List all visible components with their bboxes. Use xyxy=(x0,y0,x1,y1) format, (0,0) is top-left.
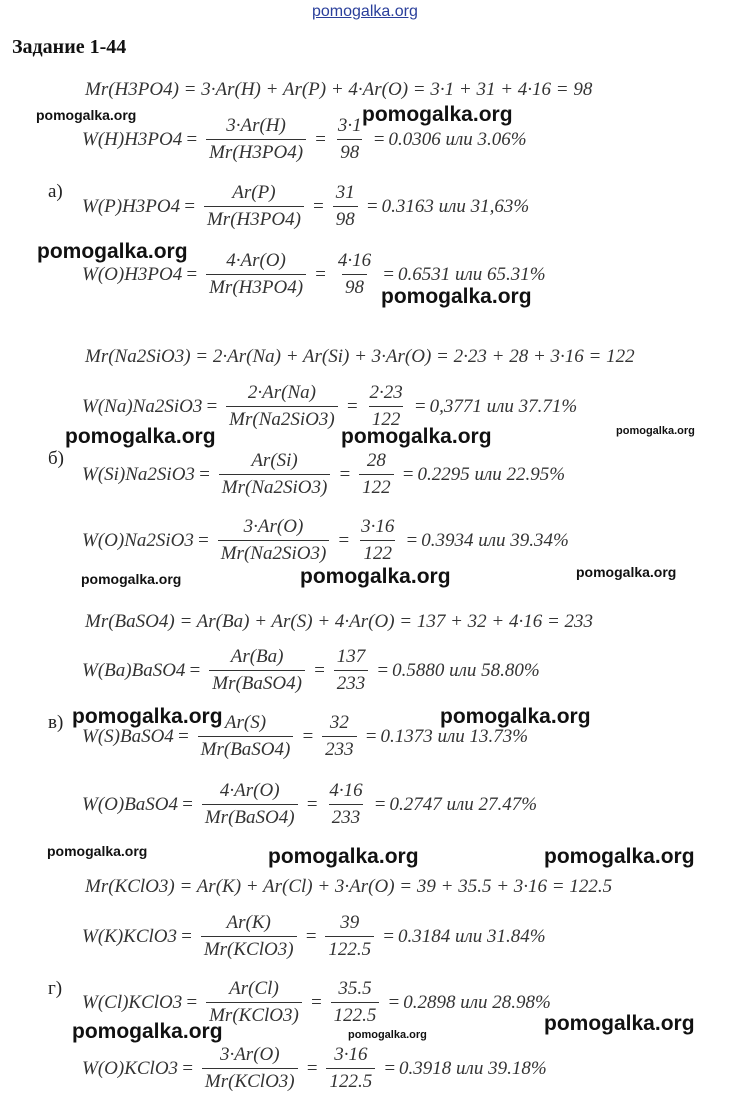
computed-fraction xyxy=(335,115,365,164)
watermark: pomogalka.org xyxy=(268,845,419,868)
w-cl-formula: W(Cl)KClO3 = $\frac{Ar(Cl)}{\text{Mr(KClO3)}}$ = $\frac{35.5}{122.5}$ = 0.2898 или 28.98% xyxy=(82,978,551,1026)
computed-denominator: 233 xyxy=(334,670,369,695)
fraction-numerator: Ar(Ba) xyxy=(230,646,284,667)
fraction-denominator: Mr(Na2SiO3) xyxy=(218,540,330,565)
formula-result: 0.3934 или 39.34% xyxy=(421,529,569,551)
formula-lhs: W(S)BaSO4 xyxy=(82,725,174,747)
mr-na2sio3-equation: Mr(Na2SiO3) = 2·Ar(Na) + Ar(Si) + 3·Ar(O) = 2·23 + 28 + 3·16 = 122 xyxy=(85,346,635,367)
w-o-baso4-formula: W(O)BaSO4 = $\frac{4\cdot Ar(O)}{\text{Mr(BaSO4)}}$ = $\frac{4\cdot 16}{233}$ = 0.2747 или 27.47% xyxy=(82,780,538,828)
fraction-numerator: 3·Ar(H) xyxy=(226,115,286,136)
fraction-numerator: Ar(K) xyxy=(226,912,271,933)
computed-fraction xyxy=(322,712,357,761)
computed-fraction xyxy=(334,646,369,695)
computed-denominator: 122 xyxy=(369,406,404,431)
computed-fraction xyxy=(335,250,374,299)
formula-result: 0.2747 или 27.47% xyxy=(389,793,538,815)
formula-lhs: W(P)H3PO4 xyxy=(82,195,181,217)
formula-lhs: W(Ba)BaSO4 xyxy=(82,659,186,681)
fraction-denominator: Mr(H3PO4) xyxy=(204,206,304,231)
computed-fraction xyxy=(326,780,365,829)
formula-result: 0,3771 или 37.71% xyxy=(429,395,578,417)
fraction-denominator: Mr(KClO3) xyxy=(202,1068,298,1093)
w-o-h3po4-formula: W(O)H3PO4 = $\frac{4\cdot Ar(O)}{Mr(H3PO4)}$ = $\frac{4\cdot 16}{98}$ = 0.6531 или 65.31% xyxy=(82,250,546,298)
w-s-formula: W(S)BaSO4 = $\frac{Ar(S)}{\text{Mr(BaSO4)}}$ = $\frac{32}{233}$ = 0.1373 или 13.73% xyxy=(82,712,529,760)
fraction-denominator: Mr(BaSO4) xyxy=(198,736,294,761)
fraction-denominator: Mr(KClO3) xyxy=(206,1002,302,1027)
fraction-numerator: Ar(Cl) xyxy=(229,978,279,999)
computed-numerator: 137 xyxy=(336,646,366,667)
formula-result: 0.5880 или 58.80% xyxy=(392,659,540,681)
fraction-numerator: Ar(Si) xyxy=(251,450,298,471)
watermark: pomogalka.org xyxy=(544,845,695,868)
w-na-formula: W(Na)Na2SiO3 = $\frac{2\cdot Ar(Na)}{\text{Mr(Na2SiO3)}}$ = $\frac{2\cdot 23}{122}$ = 0,3771 или 37.71% xyxy=(82,382,578,430)
computed-fraction xyxy=(359,450,394,499)
watermark: pomogalka.org xyxy=(72,705,223,728)
fraction-numerator: Ar(P) xyxy=(232,182,276,203)
watermark: pomogalka.org xyxy=(300,565,451,588)
computed-denominator: 233 xyxy=(322,736,357,761)
computed-numerator: 3·16 xyxy=(361,516,395,537)
formula-fraction xyxy=(218,516,330,565)
fraction-denominator: Mr(KClO3) xyxy=(201,936,297,961)
formula-result: 0.3184 или 31.84% xyxy=(397,925,546,947)
watermark: pomogalka.org xyxy=(576,564,677,580)
watermark: pomogalka.org xyxy=(37,240,188,263)
formula-result: 0.6531 или 65.31% xyxy=(397,263,546,285)
computed-numerator: 32 xyxy=(329,712,349,733)
computed-denominator: 122 xyxy=(360,540,395,565)
computed-denominator: 122.5 xyxy=(326,1068,375,1093)
formula-result: 0.2295 или 22.95% xyxy=(417,463,566,485)
formula-lhs: W(O)KClO3 xyxy=(82,1057,179,1079)
formula-result: 0.3163 или 31,63% xyxy=(381,195,530,217)
computed-fraction xyxy=(326,1044,375,1093)
watermark: pomogalka.org xyxy=(47,843,148,859)
formula-fraction xyxy=(206,115,306,164)
watermark: pomogalka.org xyxy=(544,1012,695,1035)
formula-lhs: W(Cl)KClO3 xyxy=(82,991,183,1013)
computed-numerator: 39 xyxy=(340,912,360,933)
section-label-b: б) xyxy=(48,448,64,469)
page-title: Задание 1-44 xyxy=(12,36,127,58)
fraction-numerator: 4·Ar(O) xyxy=(219,780,280,801)
computed-denominator: 233 xyxy=(329,804,364,829)
w-ba-formula: W(Ba)BaSO4 = $\frac{Ar(Ba)}{\text{Mr(BaSO4)}}$ = $\frac{137}{233}$ = 0.5880 или 58.80% xyxy=(82,646,540,694)
computed-numerator: 35.5 xyxy=(338,978,372,999)
watermark: pomogalka.org xyxy=(616,425,695,437)
formula-fraction xyxy=(202,1044,298,1093)
mr-kclo3-equation: Mr(KClO3) = Ar(K) + Ar(Cl) + 3·Ar(O) = 39 + 35.5 + 3·16 = 122.5 xyxy=(85,876,613,897)
computed-denominator: 122.5 xyxy=(325,936,374,961)
fraction-denominator: Mr(H3PO4) xyxy=(206,139,306,164)
formula-result: 0.2898 или 28.98% xyxy=(403,991,551,1013)
w-o-na2sio3-formula: W(O)Na2SiO3 = $\frac{3\cdot Ar(O)}{\text{Mr(Na2SiO3)}}$ = $\frac{3\cdot 16}{122}$ = 0.3934 или 39.34% xyxy=(82,516,569,564)
formula-lhs: W(Si)Na2SiO3 xyxy=(82,463,195,485)
formula-lhs: W(H)H3PO4 xyxy=(82,128,183,150)
fraction-denominator: Mr(BaSO4) xyxy=(209,670,305,695)
fraction-denominator: Mr(Na2SiO3) xyxy=(226,406,338,431)
computed-denominator: 122.5 xyxy=(331,1002,380,1027)
formula-result: 0.1373 или 13.73% xyxy=(380,725,529,747)
site-link[interactable]: pomogalka.org xyxy=(312,3,418,20)
computed-numerator: 31 xyxy=(335,182,355,203)
computed-numerator: 4·16 xyxy=(329,780,363,801)
formula-fraction xyxy=(226,382,338,431)
w-o-kclo3-formula: W(O)KClO3 = $\frac{3\cdot Ar(O)}{\text{Mr(KClO3)}}$ = $\frac{3\cdot 16}{122.5}$ = 0.3918 или 39.18% xyxy=(82,1044,547,1092)
fraction-denominator: Mr(H3PO4) xyxy=(206,274,306,299)
formula-result: 0.3918 или 39.18% xyxy=(399,1057,547,1079)
mr-h3po4-equation: Mr(H3PO4) = 3·Ar(H) + Ar(P) + 4·Ar(O) = 3·1 + 31 + 4·16 = 98 xyxy=(85,79,593,100)
computed-fraction xyxy=(333,182,358,231)
computed-numerator: 28 xyxy=(366,450,386,471)
fraction-denominator: Mr(Na2SiO3) xyxy=(219,474,331,499)
computed-numerator: 2·23 xyxy=(369,382,403,403)
watermark: pomogalka.org xyxy=(72,1020,223,1043)
mr-baso4-equation: Mr(BaSO4) = Ar(Ba) + Ar(S) + 4·Ar(O) = 137 + 32 + 4·16 = 233 xyxy=(85,611,594,632)
watermark: pomogalka.org xyxy=(65,425,216,448)
fraction-numerator: 3·Ar(O) xyxy=(243,516,304,537)
computed-numerator: 3·1 xyxy=(337,115,362,136)
computed-fraction xyxy=(358,516,397,565)
fraction-denominator: Mr(BaSO4) xyxy=(202,804,298,829)
watermark: pomogalka.org xyxy=(341,425,492,448)
watermark: pomogalka.org xyxy=(362,103,513,126)
formula-fraction xyxy=(209,646,305,695)
computed-numerator: 4·16 xyxy=(337,250,372,271)
watermark: pomogalka.org xyxy=(440,705,591,728)
w-h-formula: W(H)H3PO4 = $\frac{3\cdot Ar(H)}{Mr(H3PO4)}$ = $\frac{3\cdot 1}{98}$ = 0.0306 или 3.06% xyxy=(82,115,527,163)
formula-lhs: W(O)Na2SiO3 xyxy=(82,529,194,551)
computed-fraction xyxy=(325,912,374,961)
computed-denominator: 98 xyxy=(342,274,367,299)
w-p-formula: W(P)H3PO4 = $\frac{Ar(P)}{Mr(H3PO4)}$ = $\frac{31}{98}$ = 0.3163 или 31,63% xyxy=(82,182,530,230)
formula-fraction xyxy=(206,250,306,299)
computed-fraction xyxy=(331,978,380,1027)
formula-fraction xyxy=(219,450,331,499)
formula-fraction xyxy=(201,912,297,961)
computed-numerator: 3·16 xyxy=(334,1044,368,1065)
formula-lhs: W(O)BaSO4 xyxy=(82,793,179,815)
fraction-numerator: Ar(S) xyxy=(224,712,267,733)
formula-lhs: W(Na)Na2SiO3 xyxy=(82,395,203,417)
computed-denominator: 122 xyxy=(359,474,394,499)
computed-fraction xyxy=(367,382,406,431)
fraction-numerator: 3·Ar(O) xyxy=(219,1044,280,1065)
section-label-g: г) xyxy=(48,978,63,999)
w-k-formula: W(K)KClO3 = $\frac{Ar(K)}{\text{Mr(KClO3)}}$ = $\frac{39}{122.5}$ = 0.3184 или 31.84% xyxy=(82,912,546,960)
formula-fraction xyxy=(202,780,298,829)
watermark: pomogalka.org xyxy=(81,571,182,587)
watermark: pomogalka.org xyxy=(36,107,137,123)
fraction-numerator: 2·Ar(Na) xyxy=(247,382,316,403)
formula-result: 0.0306 или 3.06% xyxy=(388,128,527,150)
formula-fraction xyxy=(204,182,304,231)
watermark: pomogalka.org xyxy=(381,285,532,308)
formula-lhs: W(K)KClO3 xyxy=(82,925,177,947)
computed-denominator: 98 xyxy=(337,139,362,164)
watermark: pomogalka.org xyxy=(348,1029,427,1041)
section-label-v: в) xyxy=(48,712,64,733)
formula-lhs: W(O)H3PO4 xyxy=(82,263,183,285)
w-si-formula: W(Si)Na2SiO3 = $\frac{Ar(Si)}{\text{Mr(Na2SiO3)}}$ = $\frac{28}{122}$ = 0.2295 или 22.95% xyxy=(82,450,566,498)
fraction-numerator: 4·Ar(O) xyxy=(226,250,286,271)
section-label-a: а) xyxy=(48,181,63,202)
computed-denominator: 98 xyxy=(333,206,358,231)
